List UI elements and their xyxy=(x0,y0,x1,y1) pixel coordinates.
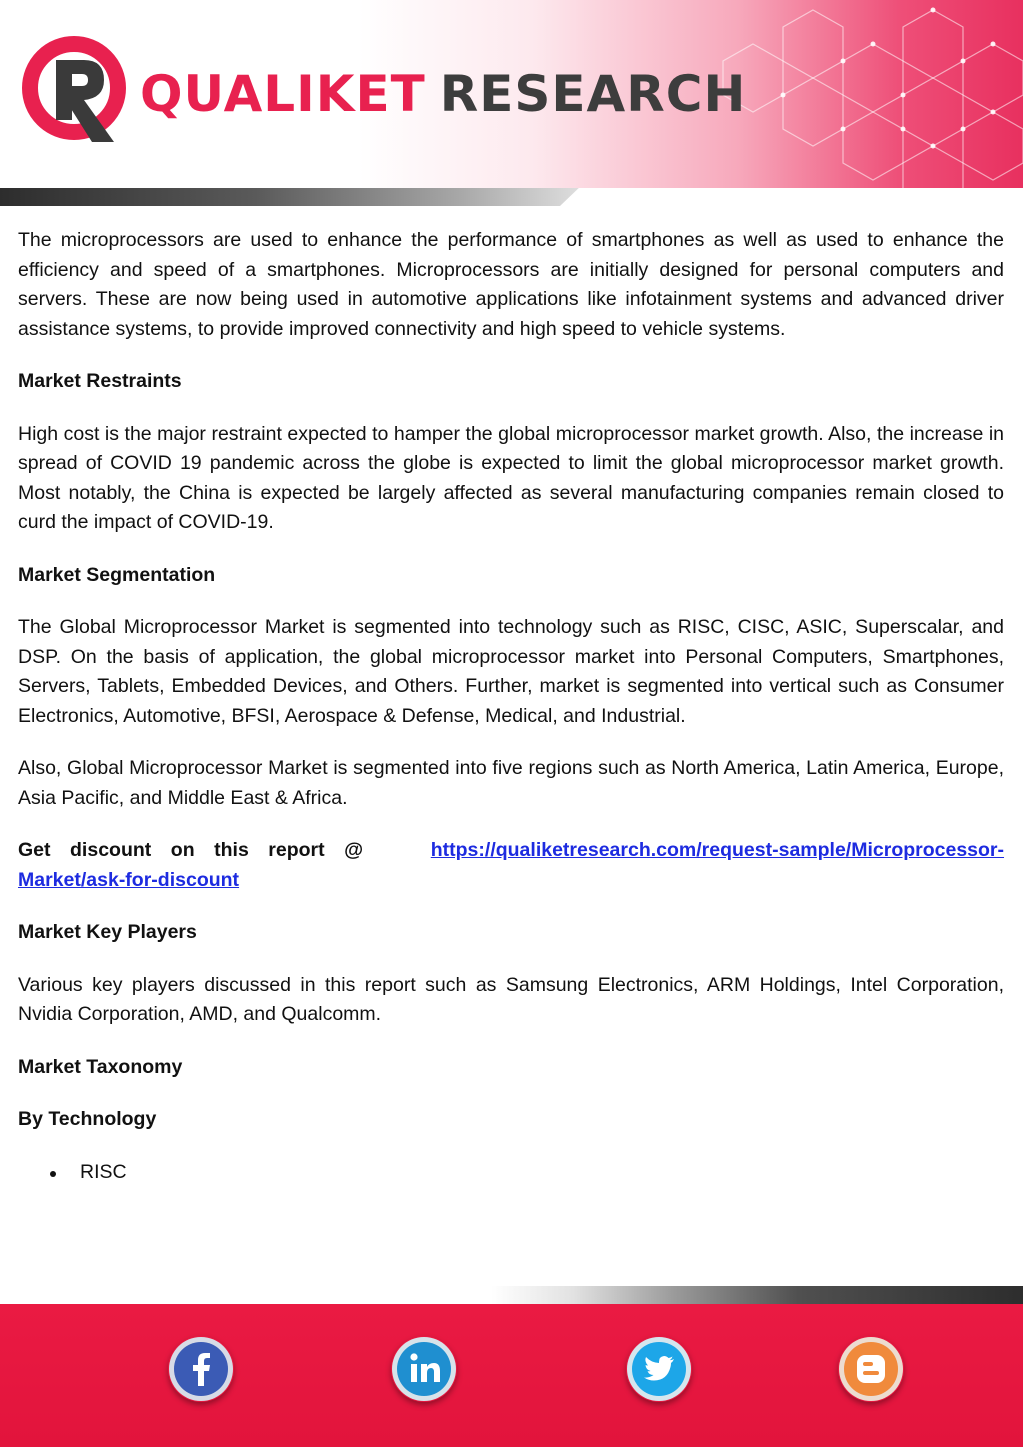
section-heading-key-players: Market Key Players xyxy=(18,921,197,943)
linkedin-icon[interactable] xyxy=(391,1336,457,1402)
key-players-paragraph: Various key players discussed in this report such as Samsung Electronics, ARM Holdings, Intel Corporation, Nvidia Corporation, AMD, and Qualcomm. xyxy=(18,973,1004,1025)
section-heading-restraints: Market Restraints xyxy=(18,370,182,392)
brand-title xyxy=(140,62,746,126)
technology-list xyxy=(18,1158,1004,1188)
blogger-icon[interactable] xyxy=(838,1336,904,1402)
brand-name-part1: QUALIKET xyxy=(140,65,426,123)
header-divider-stripe xyxy=(0,188,1023,206)
segmentation-paragraph: The Global Microprocessor Market is segmented into technology such as RISC, CISC, ASIC, Superscalar, and DSP. On the basis of application, the global microprocessor market into Personal Computers, Smartphones, Servers, Tablets, Embedded Devices, and Others. Further, market is segmented into vertical such as Consumer Electronics, Automotive, BFSI, Aerospace & Defense, Medical, and Industrial. xyxy=(18,616,1004,727)
twitter-icon[interactable] xyxy=(626,1336,692,1402)
article-body xyxy=(18,226,1004,1187)
regions-paragraph: Also, Global Microprocessor Market is segmented into five regions such as North America, Latin America, Europe, Asia Pacific, and Middle East & Africa. xyxy=(18,757,1004,809)
discount-paragraph xyxy=(18,836,1004,895)
page-header xyxy=(0,0,1023,188)
discount-label: Get discount on this report @ xyxy=(18,839,364,861)
discount-link[interactable]: https://qualiketresearch.com/request-sample/Microprocessor-Market/ask-for-discount xyxy=(18,839,1005,891)
facebook-icon[interactable] xyxy=(168,1336,234,1402)
footer-divider-stripe xyxy=(0,1286,1023,1304)
intro-paragraph: The microprocessors are used to enhance the performance of smartphones as well as used to enhance the efficiency and speed of a smartphones. Microprocessors are initially designed for personal computers and servers. These are now being used in automotive applications like infotainment systems and advanced driver assistance systems, to provide improved connectivity and high speed to vehicle systems. xyxy=(18,229,1004,340)
section-heading-taxonomy: Market Taxonomy xyxy=(18,1055,183,1078)
section-heading-segmentation: Market Segmentation xyxy=(18,563,216,586)
list-item: RISC xyxy=(63,1158,1004,1188)
page-footer xyxy=(0,1304,1023,1447)
brand-name-part2: RESEARCH xyxy=(439,65,747,123)
subheading-by-technology: By Technology xyxy=(18,1108,157,1130)
qualiket-logo-icon xyxy=(22,30,132,150)
restraints-paragraph: High cost is the major restraint expected to hamper the global microprocessor market growth. Also, the increase in spread of COVID 19 pandemic across the globe is expected to limit the global microprocessor market growth. Most notably, the China is expected be largely affected as several manufacturing companies remain closed to curd the impact of COVID-19. xyxy=(18,422,1004,533)
